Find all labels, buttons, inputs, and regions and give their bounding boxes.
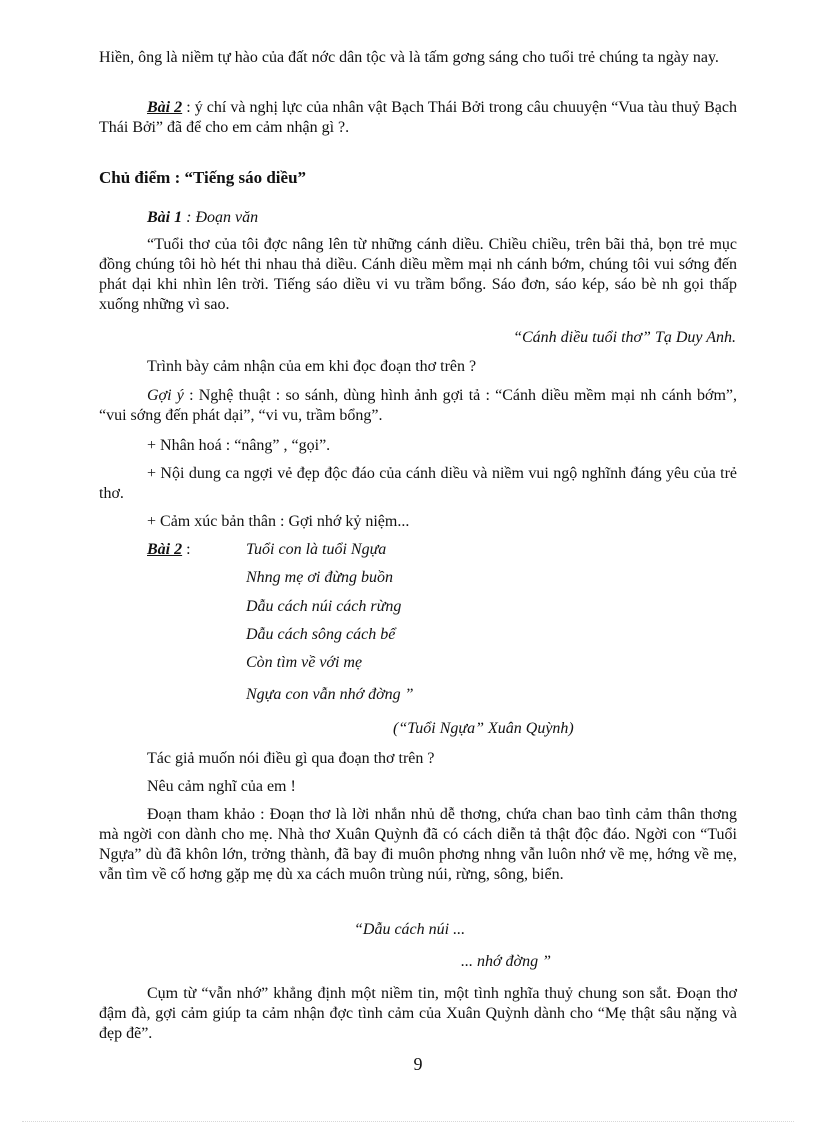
bai2-top-paragraph	[99, 98, 737, 138]
section-heading: Chủ điểm : “Tiếng sáo diều”	[99, 168, 307, 187]
poem-line-6: Ngựa con vẫn nhớ đờng ”	[246, 686, 414, 703]
bai2-top-label: Bài 2	[147, 99, 183, 116]
cum-tu-paragraph: Cụm từ “vẫn nhớ” khẳng định một niềm tin, một tình nghĩa thuỷ chung son sắt. Đoạn thơ đậm đà, gợi cảm giúp ta cảm nhận đợc tình cảm của Xuân Quỳnh dành cho “Mẹ thật sâu nặng và đẹp đẽ”.	[99, 985, 737, 1042]
poem-line-4: Dẫu cách sông cách bể	[246, 626, 396, 643]
bai1-source: “Cánh diều tuổi thơ” Tạ Duy Anh.	[513, 329, 736, 346]
intro-paragraph: Hiền, ông là niềm tự hào của đất nớc dân tộc và là tấm gơng sáng cho tuổi trẻ chúng ta ngày nay.	[99, 49, 719, 66]
bai2-source: (“Tuổi Ngựa” Xuân Quỳnh)	[393, 720, 574, 737]
nhan-hoa-line: + Nhân hoá : “nâng” , “gọi”.	[147, 437, 331, 454]
goi-y-label: Gợi ý	[147, 387, 184, 404]
question-3: Nêu cảm nghĩ của em !	[147, 778, 296, 795]
poem-line-3: Dẫu cách núi cách rừng	[246, 598, 402, 615]
bai1-label: Bài 1	[147, 209, 183, 226]
bai2-top-text: : ý chí và nghị lực của nhân vật Bạch Thái Bởi trong câu chuuyện “Vua tàu thuỷ Bạch Thái Bởi” đã để cho em cảm nhận gì ?.	[99, 99, 737, 136]
page-edge-divider	[22, 1121, 794, 1122]
bai2-heading	[147, 540, 191, 560]
bai2-label: Bài 2	[147, 541, 183, 558]
bai1-sub: : Đoạn văn	[182, 209, 259, 226]
quote-line-1: “Dẫu cách núi ...	[354, 921, 466, 938]
poem-line-5: Còn tìm về với mẹ	[246, 654, 363, 671]
poem-line-2: Nhng mẹ ơi đừng buồn	[246, 569, 394, 586]
bai1-passage: “Tuổi thơ của tôi đợc nâng lên từ những cánh diều. Chiều chiều, trên bãi thả, bọn trẻ mục đồng chúng tôi hò hét thi nhau thả diều. Cánh diều mềm mại nh cánh bớm, chúng tôi vui sớng đến phát dại khi nhìn lên trời. Tiếng sáo diều vi vu trầm bổng. Sáo đơn, sáo kép, sáo bè nh gọi thấp xuống những vì sao.	[99, 236, 737, 313]
poem-line-1: Tuổi con là tuổi Ngựa	[246, 541, 387, 558]
question-2: Tác giả muốn nói điều gì qua đoạn thơ trên ?	[147, 750, 435, 767]
reference-paragraph: Đoạn tham khảo : Đoạn thơ là lời nhắn nhủ dễ thơng, chứa chan bao tình cảm thân thơng mà ngời con dành cho mẹ. Nhà thơ Xuân Quỳnh đã có cách diễn tả thật độc đáo. Ngời con “Tuổi Ngựa” dù đã khôn lớn, trởng thành, đã bay đi muôn phơng nhng vẫn luôn nhớ về mẹ, hớng về mẹ, vẫn tìm về cố hơng gặp mẹ dù xa cách muôn trùng núi, rừng, sông, biển.	[99, 806, 737, 883]
bai1-heading	[147, 208, 258, 228]
noi-dung-paragraph: + Nội dung ca ngợi vẻ đẹp độc đáo của cánh diều và niềm vui ngộ nghĩnh đáng yêu của trẻ thơ.	[99, 465, 737, 502]
goi-y-paragraph	[99, 386, 737, 426]
question-1: Trình bày cảm nhận của em khi đọc đoạn thơ trên ?	[147, 358, 477, 375]
page-number: 9	[413, 1054, 423, 1074]
quote-line-2: ... nhớ đờng ”	[461, 953, 551, 970]
cam-xuc-line: + Cảm xúc bản thân : Gợi nhớ kỷ niệm...	[147, 513, 410, 530]
bai2-colon: :	[182, 541, 191, 558]
goi-y-text: : Nghệ thuật : so sánh, dùng hình ảnh gợi tả : “Cánh diều mềm mại nh cánh bớm”, “vui sớng đến phát dại”, “vi vu, trầm bổng”.	[99, 387, 738, 424]
